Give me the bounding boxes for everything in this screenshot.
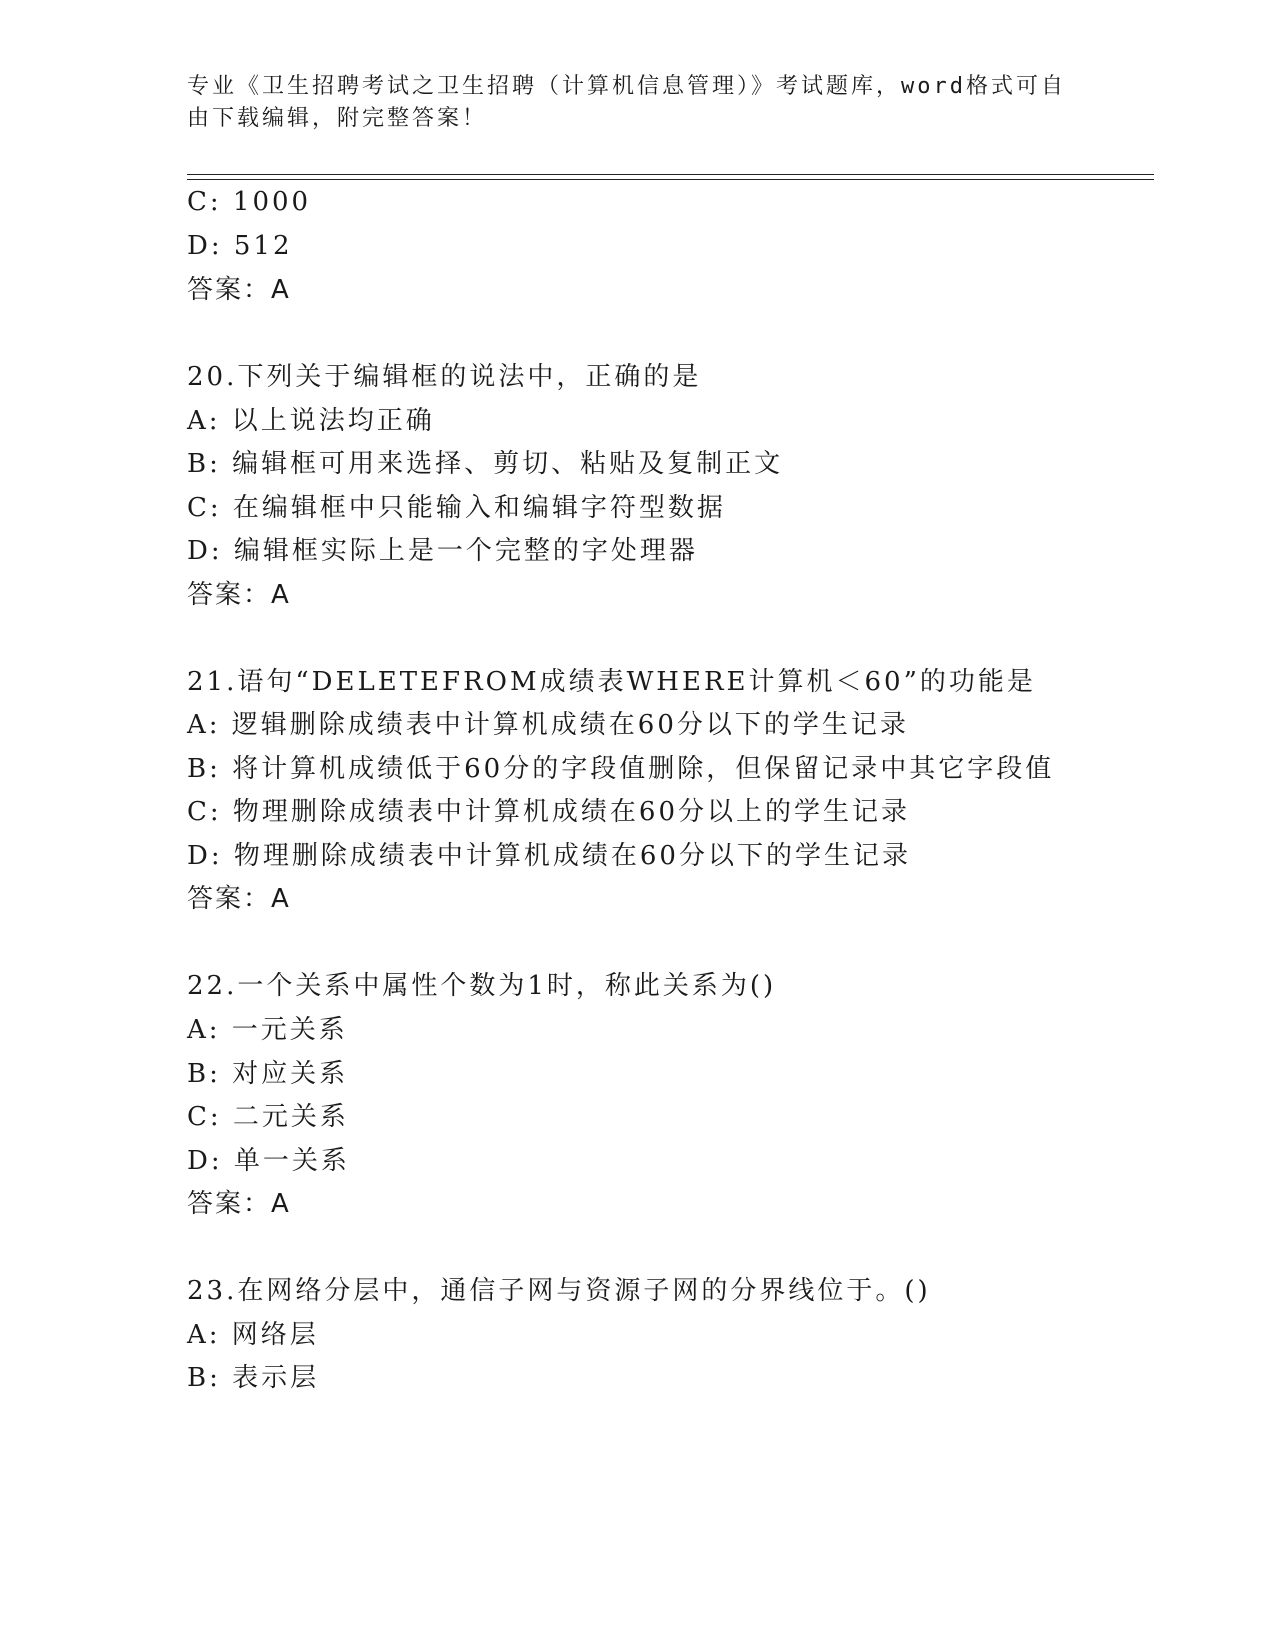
question-21-option-b: B: 将计算机成绩低于60分的字段值删除，但保留记录中其它字段值 [187, 754, 1055, 784]
question-21-stem: 21.语句“DELETEFROM成绩表WHERE计算机＜60”的功能是 [187, 667, 1036, 697]
question-20-option-d: D: 编辑框实际上是一个完整的字处理器 [187, 536, 698, 566]
question-20-option-a: A: 以上说法均正确 [187, 406, 435, 436]
question-22-option-d: D: 单一关系 [187, 1146, 350, 1176]
question-21-answer: 答案：A [187, 884, 291, 914]
prev-answer: 答案：A [187, 275, 291, 305]
prev-option-c: C: 1000 [187, 187, 312, 217]
question-21-option-d: D: 物理删除成绩表中计算机成绩在60分以下的学生记录 [187, 841, 911, 871]
question-23-option-a: A: 网络层 [187, 1320, 319, 1350]
prev-option-d: D: 512 [187, 231, 293, 261]
question-21-option-c: C: 物理删除成绩表中计算机成绩在60分以上的学生记录 [187, 797, 911, 827]
header-line-2: 由下载编辑，附完整答案！ [187, 106, 488, 131]
question-22-option-b: B: 对应关系 [187, 1059, 349, 1089]
question-20-option-b: B: 编辑框可用来选择、剪切、粘贴及复制正文 [187, 449, 784, 479]
question-20-option-c: C: 在编辑框中只能输入和编辑字符型数据 [187, 493, 726, 523]
question-22-option-a: A: 一元关系 [187, 1015, 348, 1045]
header-rule-bottom [187, 179, 1154, 180]
question-20-stem: 20.下列关于编辑框的说法中，正确的是 [187, 362, 702, 392]
question-21-option-a: A: 逻辑删除成绩表中计算机成绩在60分以下的学生记录 [187, 710, 909, 740]
header-line-1: 专业《卫生招聘考试之卫生招聘（计算机信息管理）》考试题库，word格式可自 [187, 74, 1066, 99]
question-20-answer: 答案：A [187, 580, 291, 610]
question-22-option-c: C: 二元关系 [187, 1102, 349, 1132]
header-rule-top [187, 174, 1154, 175]
question-23-option-b: B: 表示层 [187, 1363, 320, 1393]
question-22-stem: 22.一个关系中属性个数为1时，称此关系为() [187, 971, 777, 1001]
question-23-stem: 23.在网络分层中，通信子网与资源子网的分界线位于。() [187, 1276, 931, 1306]
question-22-answer: 答案：A [187, 1189, 291, 1219]
